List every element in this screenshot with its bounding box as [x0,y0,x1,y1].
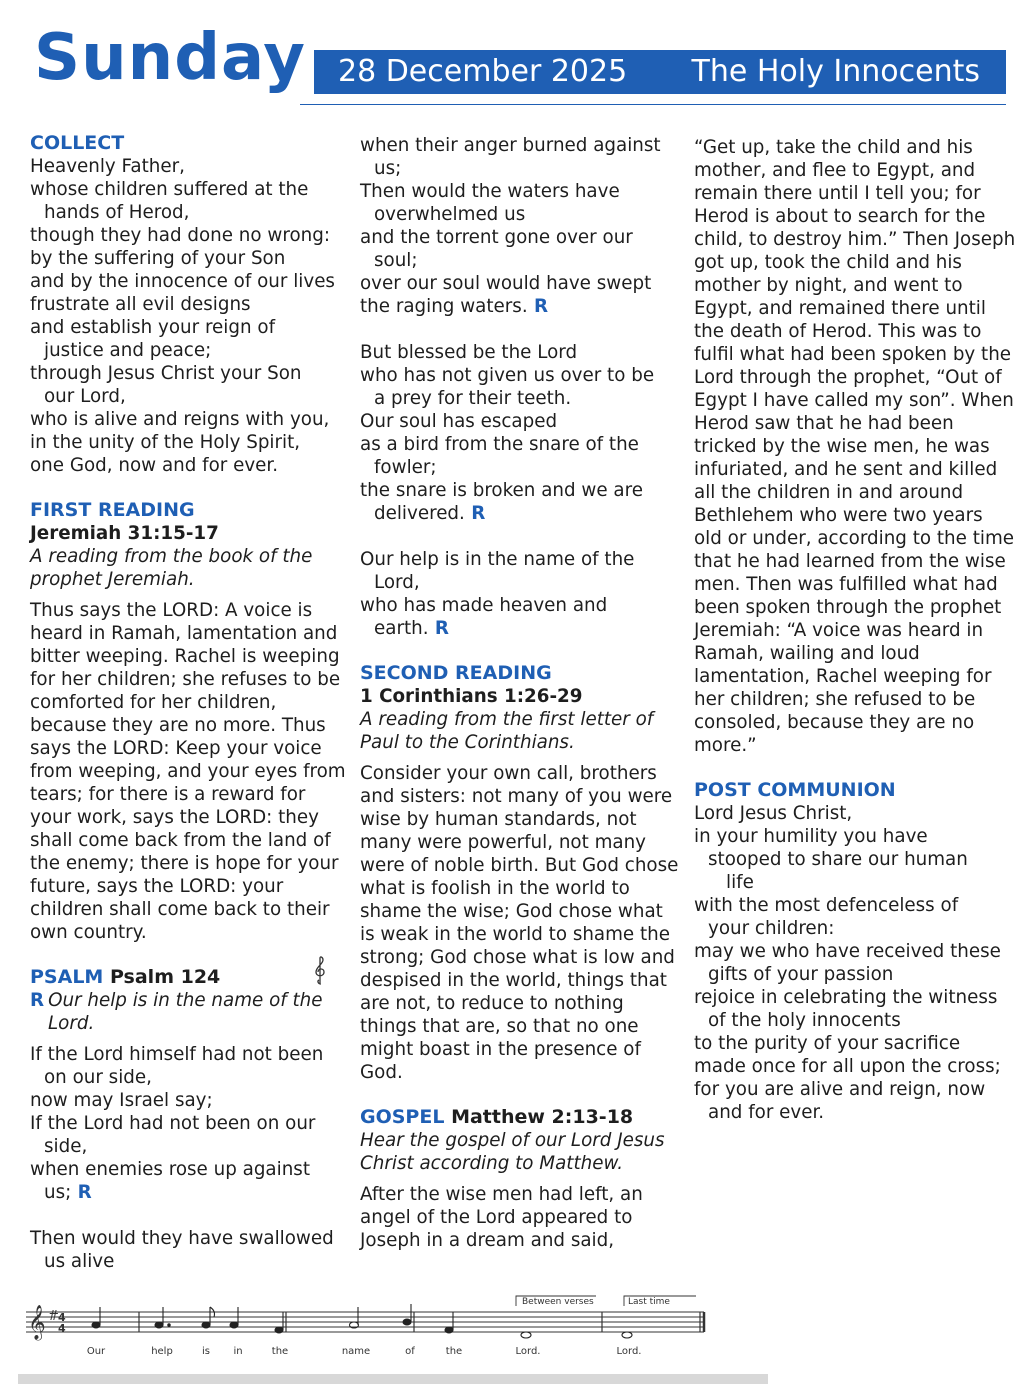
between-verses-label: Between verses [522,1297,594,1307]
psalm-stanza-2-start [30,1227,348,1273]
verse-line-text: Then would the waters have [360,181,620,202]
column-2 [360,134,680,1252]
treble-clef-icon: 𝄞 [28,1305,46,1340]
verse-line [30,1250,348,1273]
verse-line-text: in the unity of the Holy Spirit, [30,432,301,453]
verse-line-text: Our soul has escaped [360,411,558,432]
verse-line-text: who has made heaven and [360,595,608,616]
verse-line [694,1009,1016,1032]
verse-line [30,178,348,201]
response-marker: R [428,618,449,639]
verse-line [30,431,348,454]
verse-line [694,1055,1016,1078]
verse-line-text: earth. [374,618,429,639]
lyric: is [202,1346,210,1357]
psalm-stanza-3 [360,341,680,525]
first-reading-heading: FIRST READING [30,499,195,521]
header-rule [300,104,1006,105]
date-banner [314,50,1006,94]
note [622,1332,632,1338]
first-reading-reference: Jeremiah 31:15-17 [30,523,219,544]
verse-line-text: justice and peace; [44,340,212,361]
psalm-heading [30,966,348,989]
lyrics [87,1346,642,1357]
verse-line [30,454,348,477]
note [275,1327,283,1333]
verse-line-text: by the suffering of your Son [30,248,286,269]
lyric: Our [86,1346,106,1357]
second-reading-heading: SECOND READING [360,662,552,684]
verse-line-text: when enemies rose up against [30,1159,310,1180]
column-3 [694,136,1016,1124]
verse-line-text: now may Israel say; [30,1090,213,1111]
verse-line [694,848,1016,871]
verse-line-text: the raging waters. [360,296,528,317]
verse-line-text: stooped to share our human [708,849,968,870]
verse-line [360,272,680,295]
verse-line-text: life [726,872,754,893]
time-signature-top: 4 [58,1311,66,1324]
verse-line-text: gifts of your passion [708,964,894,985]
verse-line [30,293,348,316]
verse-line [360,571,680,594]
gospel-text-part-2: “Get up, take the child and his mother, and flee to Egypt, and remain there until I tell you; for Herod is about to search for the child, to destroy him.” Then Joseph got up, took the child and his mother by night, and went to Egypt, and remained there until the death of Herod. This was to fulfil what had been spoken by the Lord through the prophet, “Out of Egypt I have called my son”. When Herod saw that he had been tricked by the wise men, he was infuriated, and he sent and killed all the children in and around Bethlehem who were two years old or under, according to the time that he had learned from the wise men. Then was fulfilled what had been spoken through the prophet Jeremiah: “A voice was heard in Ramah, wailing and loud lamentation, Rachel weeping for her children; she refused to be consoled, because they are no more.” [694,137,1016,756]
psalm-reference: Psalm 124 [109,966,221,988]
lyric: Lord. [515,1346,541,1357]
verse-line [30,316,348,339]
collect-text [30,155,348,477]
verse-line [30,201,348,224]
gospel-heading [360,1106,680,1129]
key-signature: # [48,1309,59,1324]
verse-line-text: Then would they have swallowed [30,1228,334,1249]
verse-line [694,986,1016,1009]
verse-line [360,180,680,203]
verse-line-text: over our soul would have swept [360,273,652,294]
verse-line [360,548,680,571]
column-1 [30,132,348,1273]
psalm-stanza-2-end [360,134,680,318]
verse-line-text: through Jesus Christ your Son [30,363,302,384]
verse-line [360,433,680,456]
verse-line-text: though they had done no wrong: [30,225,330,246]
verse-line-text: as a bird from the snare of the [360,434,639,455]
verse-line-text: your children: [708,918,835,939]
lyric: Lord. [616,1346,642,1357]
footer-strip [18,1374,768,1384]
verse-line [360,502,680,525]
second-reading-text: Consider your own call, brothers and sisters: not many of you were wise by human standards, not many were powerful, not many were of noble birth. But God chose what is foolish in the world to shame the wise; God chose what is weak in the world to shame the strong; God chose what is low and despised in the world, things that are not, to reduce to nothing things that are, so that no one might boast in the presence of God. [360,763,679,1083]
verse-line-text: who has not given us over to be [360,365,655,386]
verse-line [360,364,680,387]
verse-line [694,940,1016,963]
verse-line-text: and for ever. [708,1102,825,1123]
verse-line-text: one God, now and for ever. [30,455,279,476]
lyric: the [271,1346,289,1357]
verse-line-text: our Lord, [44,386,126,407]
verse-line [30,224,348,247]
verse-line [30,1043,348,1066]
note [202,1322,210,1328]
verse-line-text: If the Lord himself had not been [30,1044,324,1065]
verse-line [360,456,680,479]
verse-line [694,894,1016,917]
last-time-label: Last time [628,1297,670,1307]
verse-line-text: and by the innocence of our lives [30,271,335,292]
verse-line-text: frustrate all evil designs [30,294,251,315]
verse-line [30,1112,348,1135]
post-communion-heading: POST COMMUNION [694,779,896,801]
verse-line [360,134,680,157]
gospel-text-part-1: After the wise men had left, an angel of the Lord appeared to Joseph in a dream and said, [360,1184,643,1251]
verse-line-text: made once for all upon the cross; [694,1056,1001,1077]
verse-line [360,157,680,180]
notes [92,1304,632,1338]
second-reading-reference: 1 Corinthians 1:26-29 [360,686,583,707]
verse-line [30,1135,348,1158]
verse-line-text: may we who have received these [694,941,1001,962]
feast-title: The Holy Innocents [691,54,980,89]
post-communion-text [694,802,1016,1124]
collect-heading: COLLECT [30,132,125,154]
note [403,1319,411,1325]
verse-line [360,617,680,640]
response-marker: R [71,1182,92,1203]
verse-line-text: Lord, [374,572,420,593]
lyric: help [151,1346,173,1357]
verse-line-text: in your humility you have [694,826,928,847]
verse-line-text: side, [44,1136,88,1157]
verse-line-text: whose children suffered at the [30,179,309,200]
verse-line [694,802,1016,825]
response-marker: R [527,296,549,317]
verse-line [360,203,680,226]
verse-line [694,825,1016,848]
verse-line [360,341,680,364]
verse-line-text: fowler; [374,457,437,478]
gospel-intro: Hear the gospel of our Lord Jesus Christ according to Matthew. [360,1130,665,1174]
psalm-label: PSALM [30,966,104,988]
first-reading-text: Thus says the LORD: A voice is heard in Ramah, lamentation and bitter weeping. Rachel is weeping for her children; she refuses to be comforted for her children, because they are no more. Thus says the LORD: Keep your voice from weeping, and your eyes from tears; for there is a reward for your work, says the LORD: they shall come back from the land of the enemy; there is hope for your future, says the LORD: your children shall come back to their own country. [30,600,346,943]
verse-line [694,963,1016,986]
verse-line [694,917,1016,940]
verse-line [360,295,680,318]
note [521,1332,531,1338]
verse-line-text: us; [374,158,402,179]
verse-line [30,339,348,362]
verse-line-text: us alive [44,1251,115,1272]
verse-line [694,1032,1016,1055]
psalm-response-music [24,1292,714,1362]
second-reading-intro: A reading from the first letter of Paul to the Corinthians. [360,709,654,753]
verse-line [360,387,680,410]
psalm-response-text: Our help is in the name of the Lord. [48,990,323,1034]
verse-line [30,1181,348,1204]
verse-line-text: us; [44,1182,72,1203]
verse-line-text: on our side, [44,1067,152,1088]
note [230,1322,238,1328]
verse-line-text: hands of Herod, [44,202,190,223]
verse-line [694,871,1016,894]
verse-line [360,594,680,617]
verse-line [30,385,348,408]
verse-line-text: Heavenly Father, [30,156,185,177]
verse-line [30,408,348,431]
verse-line [30,1089,348,1112]
verse-line-text: overwhelmed us [374,204,526,225]
verse-line [30,362,348,385]
verse-line-text: a prey for their teeth. [374,388,572,409]
psalm-stanza-4 [360,548,680,640]
verse-line-text: who is alive and reigns with you, [30,409,330,430]
verse-line [360,226,680,249]
note [445,1327,453,1333]
verse-line-text: rejoice in celebrating the witness [694,987,998,1008]
response-marker: R [30,990,45,1011]
verse-line [30,155,348,178]
verse-line-text: delivered. [374,503,465,524]
page-title-day: Sunday [34,21,306,95]
verse-line-text: If the Lord had not been on our [30,1113,316,1134]
verse-line-text: of the holy innocents [708,1010,901,1031]
verse-line-text: for you are alive and reign, now [694,1079,986,1100]
verse-line [360,479,680,502]
verse-line-text: to the purity of your sacrifice [694,1033,961,1054]
treble-clef-icon [313,956,327,986]
verse-line [694,1101,1016,1124]
verse-line-text: and establish your reign of [30,317,276,338]
verse-line [360,249,680,272]
verse-line-text: with the most defenceless of [694,895,959,916]
lyric: the [445,1346,463,1357]
verse-line [694,1078,1016,1101]
verse-line [30,1227,348,1250]
date-text: 28 December 2025 [338,54,628,89]
note [155,1322,163,1328]
psalm-stanza-1 [30,1043,348,1204]
psalm-response [30,989,348,1035]
verse-line [30,247,348,270]
gospel-reference: Matthew 2:13-18 [451,1106,634,1128]
verse-line [30,1066,348,1089]
verse-line-text: Lord Jesus Christ, [694,803,853,824]
note [92,1322,100,1328]
verse-line-text: the snare is broken and we are [360,480,643,501]
verse-line [30,270,348,293]
verse-line-text: and the torrent gone over our [360,227,633,248]
time-signature-bottom: 4 [58,1322,66,1335]
lyric: name [341,1346,371,1357]
verse-line [360,410,680,433]
verse-line-text: But blessed be the Lord [360,342,578,363]
verse-line [30,1158,348,1181]
verse-line-text: soul; [374,250,418,271]
response-marker: R [464,503,486,524]
lyric: of [405,1346,415,1357]
verse-line-text: Our help is in the name of the [360,549,635,570]
first-reading-intro: A reading from the book of the prophet Jeremiah. [30,546,313,590]
lyric: in [233,1346,243,1357]
verse-line-text: when their anger burned against [360,135,661,156]
gospel-label: GOSPEL [360,1106,445,1128]
